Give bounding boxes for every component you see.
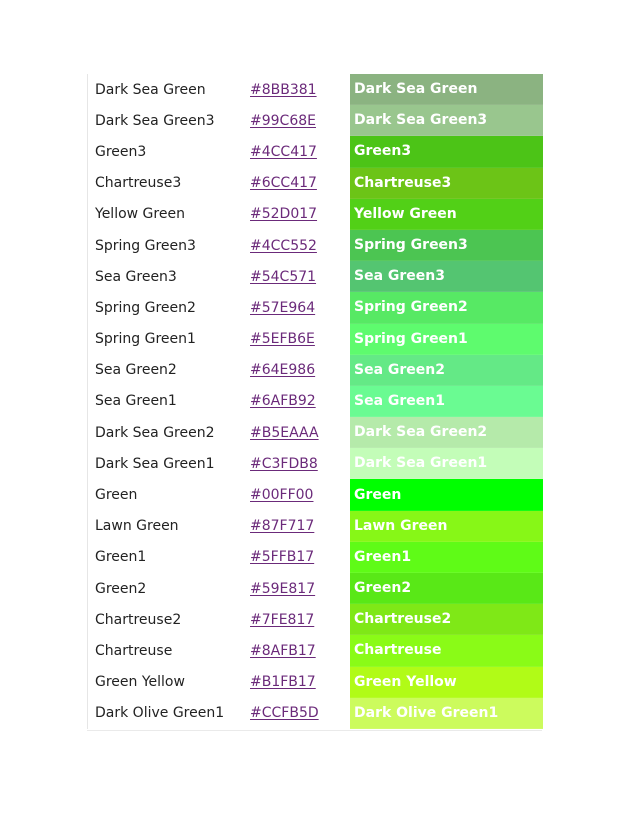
table-row <box>88 448 543 479</box>
hex-code-link[interactable]: #59E817 <box>250 580 316 597</box>
table-row <box>88 542 543 573</box>
table-row <box>88 479 543 510</box>
color-swatch: Sea Green2 <box>350 355 543 386</box>
hex-code-link[interactable]: #54C571 <box>250 268 317 285</box>
color-swatch: Chartreuse <box>350 635 543 666</box>
color-name: Chartreuse3 <box>95 175 182 192</box>
hex-code-link[interactable]: #4CC417 <box>250 143 317 160</box>
table-bottom-divider <box>87 730 542 731</box>
hex-code-link[interactable]: #52D017 <box>250 206 318 223</box>
color-swatch: Dark Sea Green1 <box>350 448 543 479</box>
color-name: Yellow Green <box>95 206 185 223</box>
color-name: Green <box>95 487 138 504</box>
hex-code-link[interactable]: #6CC417 <box>250 175 317 192</box>
table-row <box>88 168 543 199</box>
color-swatch: Dark Olive Green1 <box>350 698 543 729</box>
color-name: Sea Green3 <box>95 268 177 285</box>
table-row <box>88 573 543 604</box>
color-swatch: Chartreuse2 <box>350 604 543 635</box>
hex-code-link[interactable]: #4CC552 <box>250 237 317 254</box>
color-swatch: Dark Sea Green2 <box>350 417 543 448</box>
table-row <box>88 136 543 167</box>
color-name: Spring Green1 <box>95 331 196 348</box>
color-name: Chartreuse <box>95 642 173 659</box>
color-name: Sea Green1 <box>95 393 177 410</box>
color-name: Dark Sea Green2 <box>95 424 215 441</box>
table-row <box>88 261 543 292</box>
color-swatch: Lawn Green <box>350 511 543 542</box>
color-name: Green1 <box>95 549 147 566</box>
hex-code-link[interactable]: #6AFB92 <box>250 393 316 410</box>
color-name: Chartreuse2 <box>95 611 182 628</box>
hex-code-link[interactable]: #C3FDB8 <box>250 455 318 472</box>
hex-code-link[interactable]: #B5EAAA <box>250 424 319 441</box>
color-swatch: Green3 <box>350 136 543 167</box>
color-swatch: Green Yellow <box>350 667 543 698</box>
table-row <box>88 417 543 448</box>
color-name: Sea Green2 <box>95 362 177 379</box>
color-name: Green3 <box>95 143 147 160</box>
color-swatch: Spring Green1 <box>350 324 543 355</box>
color-name: Dark Sea Green1 <box>95 455 215 472</box>
color-swatch: Spring Green2 <box>350 292 543 323</box>
table-row <box>88 292 543 323</box>
table-row <box>88 324 543 355</box>
color-name: Green Yellow <box>95 674 185 691</box>
table-row <box>88 698 543 729</box>
color-name: Spring Green3 <box>95 237 196 254</box>
color-swatch: Dark Sea Green <box>350 74 543 105</box>
color-table <box>87 74 543 729</box>
hex-code-link[interactable]: #8AFB17 <box>250 642 316 659</box>
color-name: Lawn Green <box>95 518 179 535</box>
color-name: Green2 <box>95 580 147 597</box>
table-row <box>88 74 543 105</box>
hex-code-link[interactable]: #5FFB17 <box>250 549 315 566</box>
hex-code-link[interactable]: #7FE817 <box>250 611 315 628</box>
table-row <box>88 635 543 666</box>
hex-code-link[interactable]: #87F717 <box>250 518 315 535</box>
hex-code-link[interactable]: #B1FB17 <box>250 674 316 691</box>
color-name: Dark Sea Green3 <box>95 112 215 129</box>
table-row <box>88 604 543 635</box>
table-row <box>88 511 543 542</box>
color-swatch: Spring Green3 <box>350 230 543 261</box>
hex-code-link[interactable]: #00FF00 <box>250 487 314 504</box>
color-swatch: Green2 <box>350 573 543 604</box>
color-name: Dark Olive Green1 <box>95 705 225 722</box>
color-name: Spring Green2 <box>95 299 196 316</box>
table-row <box>88 667 543 698</box>
table-row <box>88 199 543 230</box>
color-swatch: Sea Green3 <box>350 261 543 292</box>
hex-code-link[interactable]: #CCFB5D <box>250 705 319 722</box>
color-swatch: Chartreuse3 <box>350 168 543 199</box>
table-row <box>88 230 543 261</box>
color-swatch: Yellow Green <box>350 199 543 230</box>
color-swatch: Green1 <box>350 542 543 573</box>
color-swatch: Sea Green1 <box>350 386 543 417</box>
table-row <box>88 386 543 417</box>
hex-code-link[interactable]: #5EFB6E <box>250 331 315 348</box>
hex-code-link[interactable]: #64E986 <box>250 362 316 379</box>
color-swatch: Dark Sea Green3 <box>350 105 543 136</box>
table-row <box>88 355 543 386</box>
hex-code-link[interactable]: #8BB381 <box>250 81 317 98</box>
hex-code-link[interactable]: #99C68E <box>250 112 316 129</box>
table-row <box>88 105 543 136</box>
color-swatch: Green <box>350 479 543 510</box>
color-name: Dark Sea Green <box>95 81 206 98</box>
hex-code-link[interactable]: #57E964 <box>250 299 316 316</box>
